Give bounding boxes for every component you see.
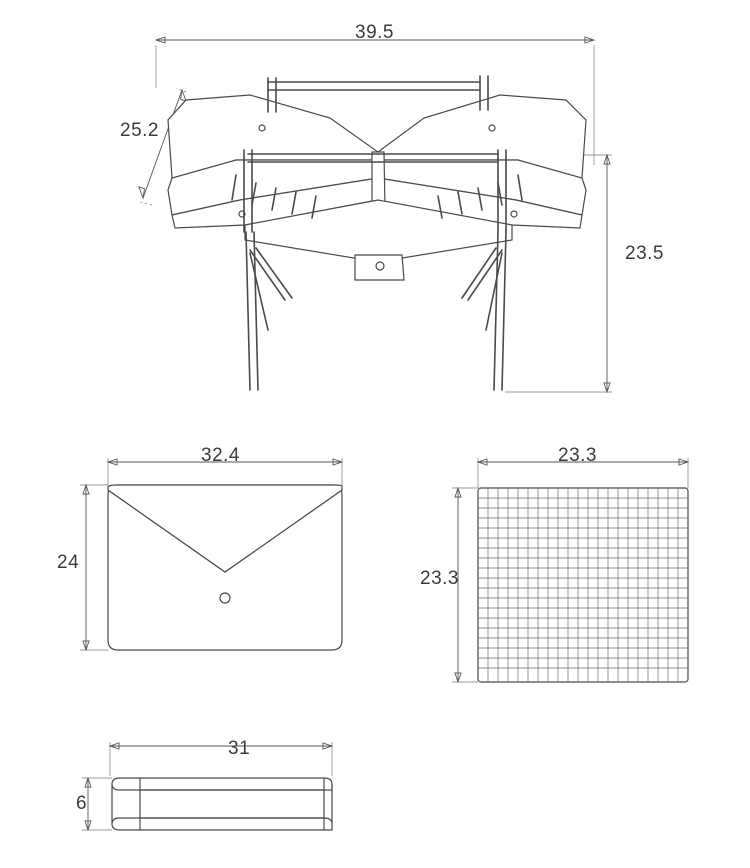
label-bar-length: 31 [228,738,251,759]
label-bar-height: 6 [76,793,88,814]
label-overall-width: 39.5 [355,22,394,43]
label-overall-height: 23.5 [625,243,664,264]
label-bag-width: 32.4 [201,445,240,466]
support-bar-body [112,778,332,830]
grill-mesh-svg [410,440,740,690]
upper-wire-bar [268,76,488,112]
bag-body [108,485,342,650]
figure-grill-mesh [410,440,740,690]
support-bar-svg [40,730,400,860]
figure-carry-bag [40,440,400,680]
carry-bag-svg [40,440,400,680]
label-mesh-width: 23.3 [558,445,597,466]
figure-support-bar [40,730,400,860]
stove-assembly-svg [0,0,750,430]
label-bag-height: 24 [57,552,80,573]
mesh-body [478,488,688,682]
figure-folding-stove-assembly [0,0,750,430]
dimension-bag-height [80,485,108,650]
label-mesh-height: 23.3 [420,568,459,589]
stove-body [168,76,586,390]
label-overall-depth: 25.2 [120,120,159,141]
dimension-bar-length [110,742,332,776]
